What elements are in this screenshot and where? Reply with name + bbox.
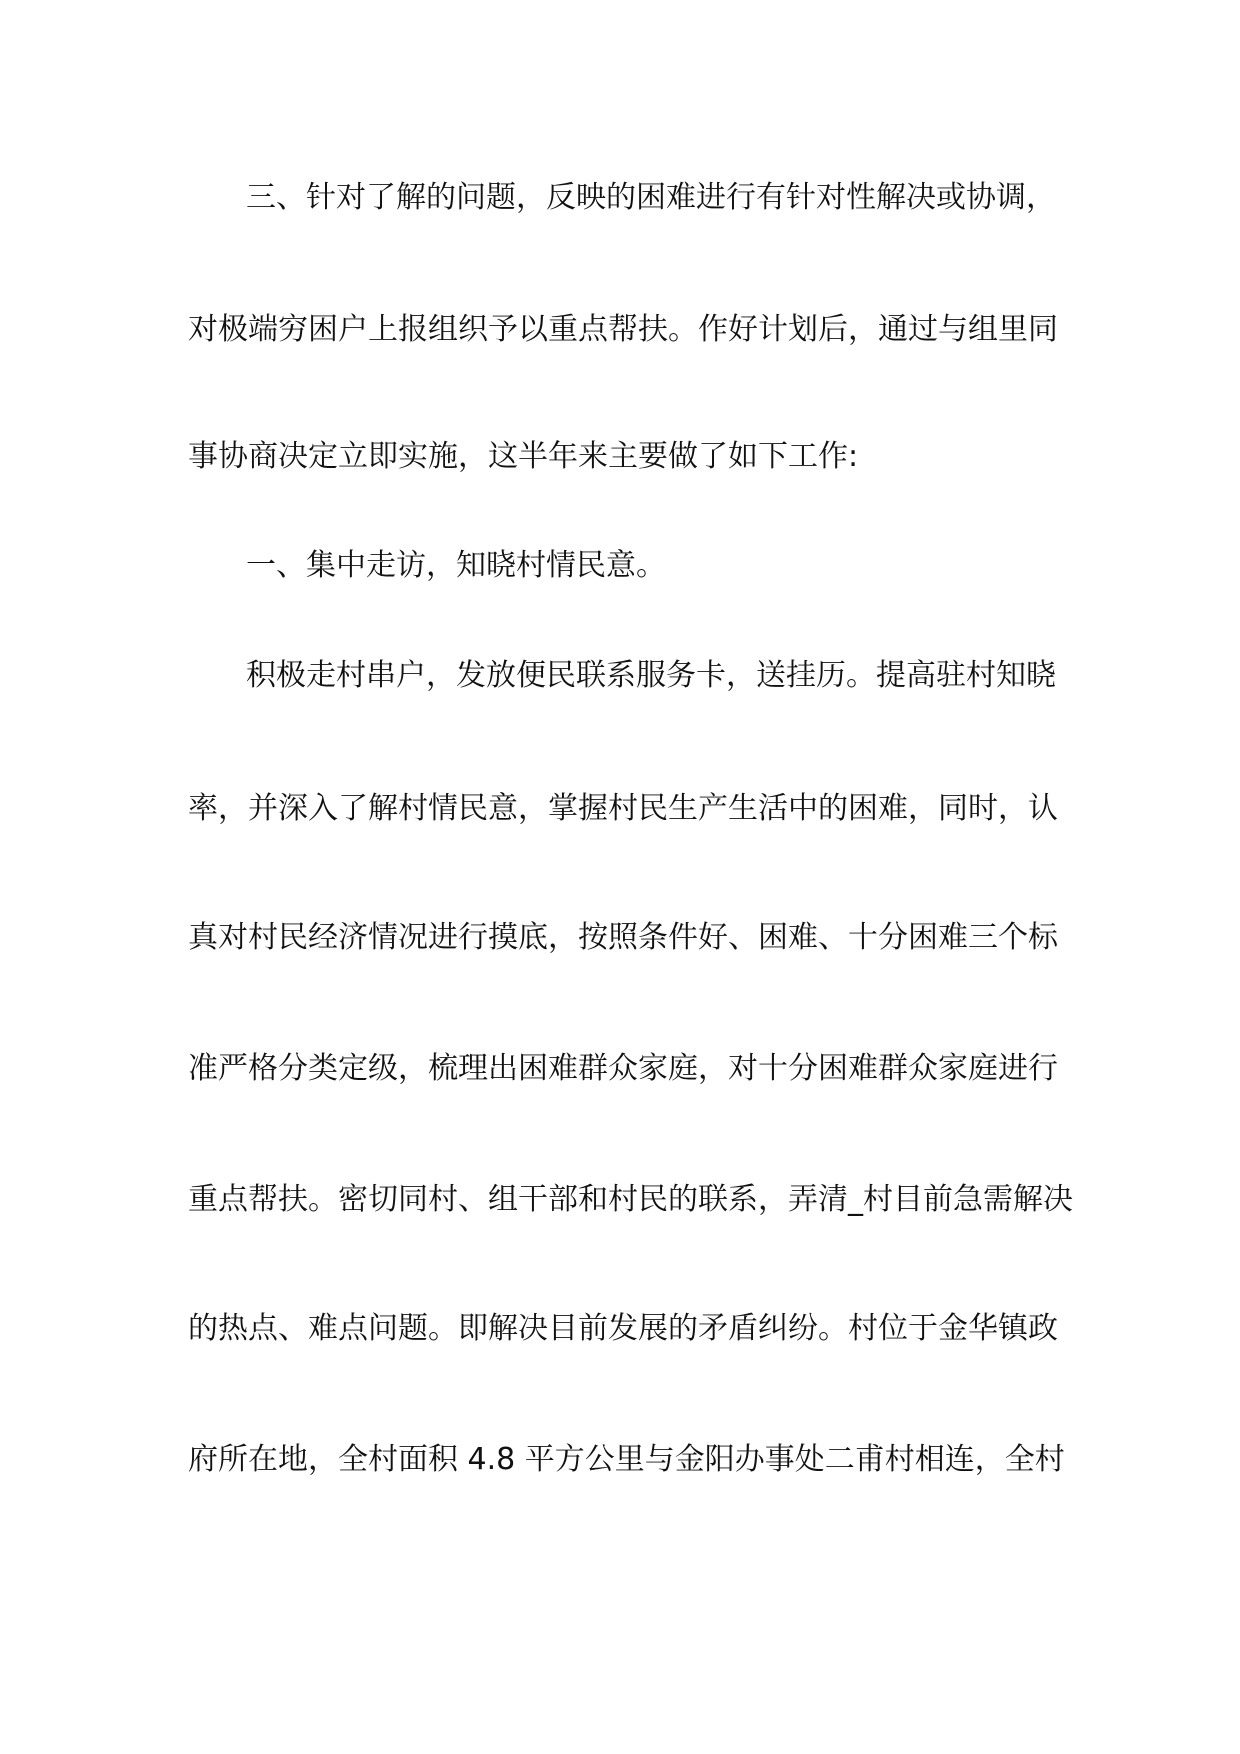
paragraph-line-6: 真对村民经济情况进行摸底，按照条件好、困难、十分困难三个标 — [188, 920, 1058, 955]
paragraph-line-8: 重点帮扶。密切同村、组干部和村民的联系，弄清_村目前急需解决 — [188, 1182, 1073, 1217]
paragraph-line-2: 对极端穷困户上报组织予以重点帮扶。作好计划后，通过与组里同 — [188, 312, 1058, 347]
paragraph-line-1: 三、针对了解的问题，反映的困难进行有针对性解决或协调， — [246, 180, 1056, 215]
paragraph-line-4: 积极走村串户，发放便民联系服务卡，送挂历。提高驻村知晓 — [246, 658, 1056, 693]
section-heading-1: 一、集中走访，知晓村情民意。 — [246, 548, 666, 583]
paragraph-line-3: 事协商决定立即实施，这半年来主要做了如下工作: — [188, 439, 859, 474]
paragraph-line-9: 的热点、难点问题。即解决目前发展的矛盾纠纷。村位于金华镇政 — [188, 1311, 1058, 1346]
paragraph-line-5: 率，并深入了解村情民意，掌握村民生产生活中的困难，同时，认 — [188, 791, 1058, 826]
paragraph-line-7: 准严格分类定级，梳理出困难群众家庭，对十分困难群众家庭进行 — [188, 1051, 1058, 1086]
paragraph-line-10: 府所在地，全村面积 4.8 平方公里与金阳办事处二甫村相连，全村 — [188, 1442, 1065, 1477]
